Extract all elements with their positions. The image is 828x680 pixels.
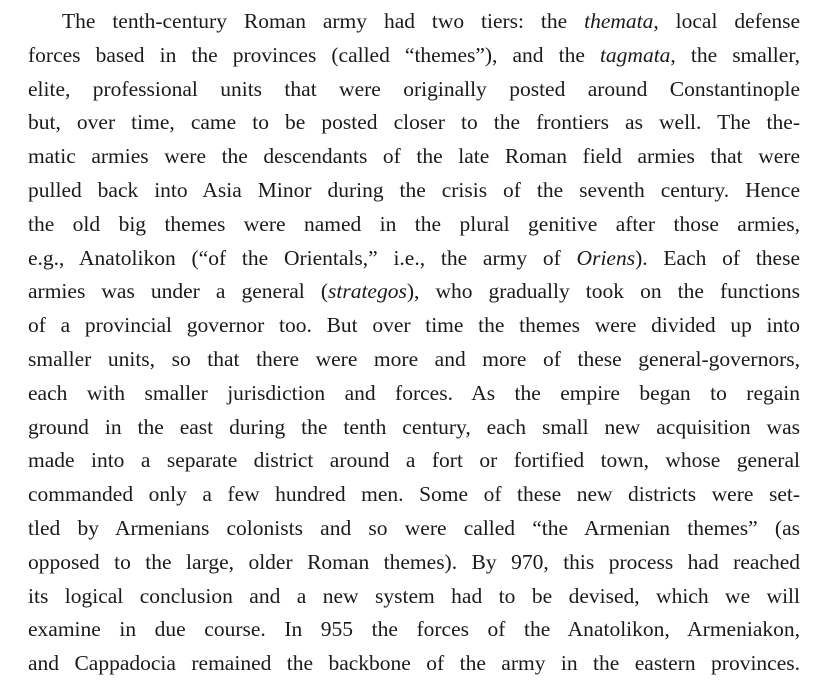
text-line [28, 376, 800, 410]
text-run: e.g., Anatolikon (“of the Orientals,” i.e., the army of [28, 245, 577, 270]
text-line [28, 139, 800, 173]
text-line [28, 105, 800, 139]
text-run: , local defense [653, 9, 801, 33]
italic-term: strategos [328, 279, 407, 304]
text-line [28, 173, 800, 207]
text-line [28, 342, 800, 376]
text-line [28, 241, 800, 275]
text-run: opposed to the large, older Roman themes). By 970, this process had reached [28, 549, 800, 574]
text-run: made into a separate district around a fort or fortified town, whose general [28, 448, 800, 473]
text-run: smaller units, so that there were more and more of these general-governors, [28, 347, 800, 371]
text-run: of a provincial governor too. But over time the themes were divided up into [28, 313, 800, 338]
italic-term: tagmata [599, 42, 671, 67]
text-line [28, 612, 800, 646]
italic-term: themata [584, 9, 654, 33]
text-run: elite, professional units that were originally posted around Constantinople [28, 76, 800, 101]
text-run: the old big themes were named in the plural genitive after those armies, [28, 211, 800, 236]
text-line [28, 207, 800, 241]
text-run: its logical conclusion and a new system had to be devised, which we will [28, 583, 800, 608]
text-run: each with smaller jurisdiction and forces. As the empire began to regain [28, 380, 800, 405]
text-run: pulled back into Asia Minor during the crisis of the seventh century. Hence [28, 178, 800, 202]
text-line [28, 443, 800, 477]
text-run: ), who gradually took on the functions [406, 279, 800, 304]
text-run: and Cappadocia remained the backbone of the army in the eastern provinces. [28, 651, 800, 676]
page-body [28, 0, 800, 680]
text-line [28, 646, 800, 680]
text-line [28, 511, 800, 545]
text-line [28, 72, 800, 106]
text-line [28, 308, 800, 342]
text-line [28, 579, 800, 613]
text-run: The tenth-century Roman army had two tiers: the [62, 9, 585, 33]
text-line [28, 545, 800, 579]
text-line [28, 4, 800, 38]
text-run: examine in due course. In 955 the forces of the Anatolikon, Armeniakon, [28, 617, 800, 642]
text-run: ). Each of these [635, 245, 800, 270]
text-run: , the smaller, [670, 42, 800, 67]
text-run: tled by Armenians colonists and so were called “the Armenian themes” (as [28, 516, 800, 540]
text-run: ground in the east during the tenth century, each small new acquisition was [28, 414, 800, 439]
text-line [28, 274, 800, 308]
text-run: matic armies were the descendants of the late Roman field armies that were [28, 144, 800, 169]
text-run: forces based in the provinces (called “themes”), and the [28, 42, 600, 67]
text-line [28, 38, 800, 72]
text-line [28, 410, 800, 444]
italic-term: Oriens [576, 245, 636, 270]
text-run: commanded only a few hundred men. Some of these new districts were set- [28, 482, 800, 507]
text-line [28, 477, 800, 511]
text-run: but, over time, came to be posted closer to the frontiers as well. The the- [28, 110, 800, 135]
text-run: armies was under a general ( [28, 279, 328, 304]
